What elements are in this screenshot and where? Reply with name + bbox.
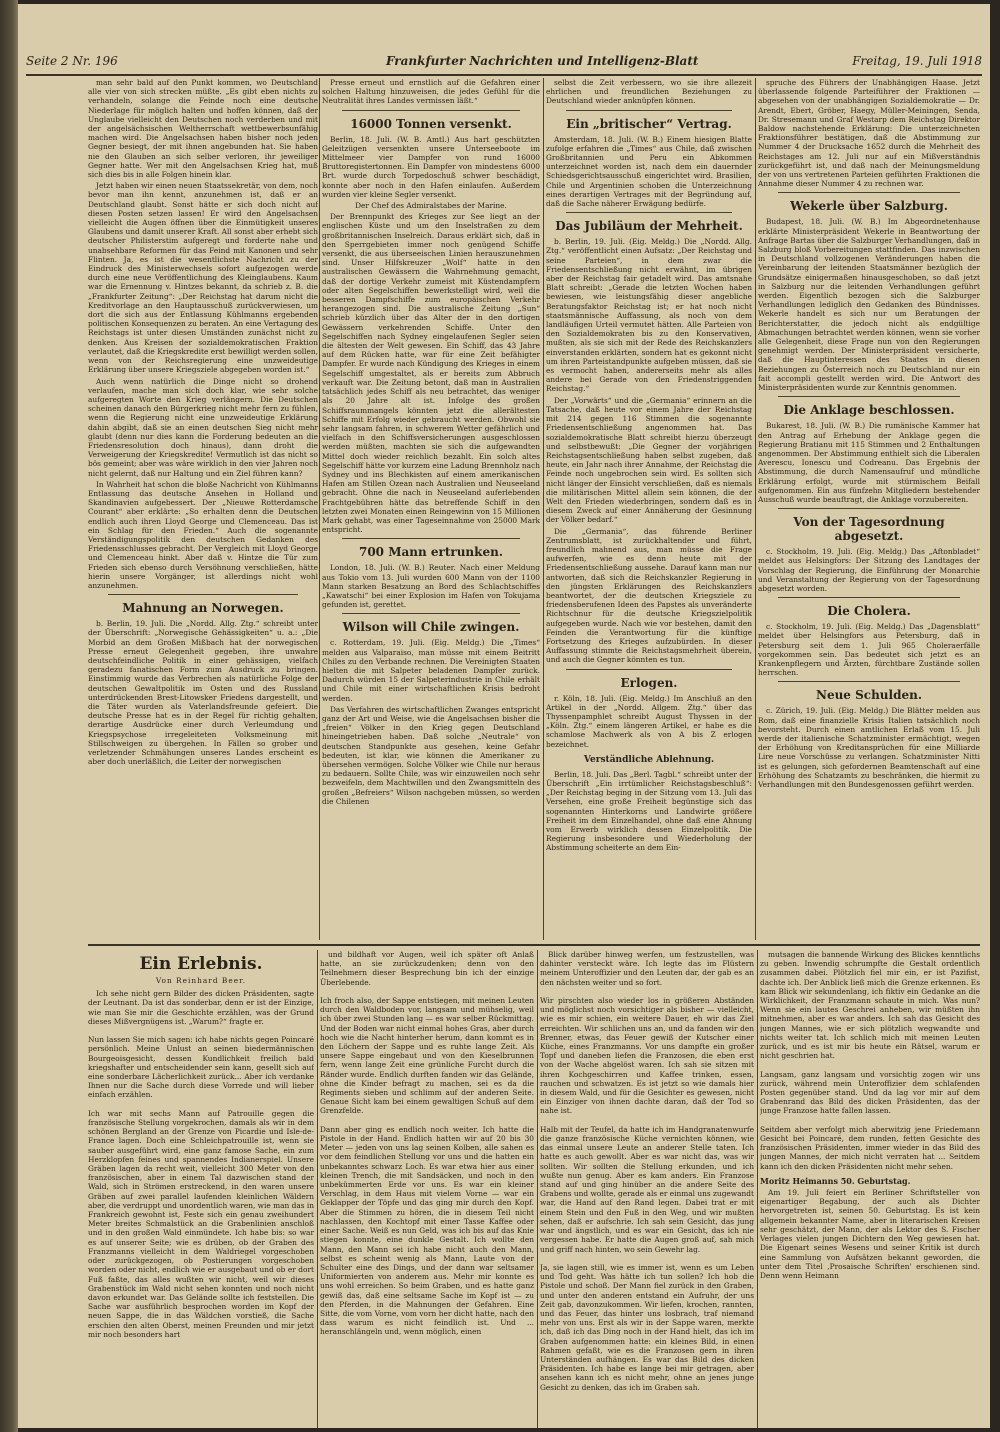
- article-text: Jetzt haben wir einen neuen Staatssekretär, von dem, noch bevor man ihn kennt, anzunehmen ist, daß er an Deutschland glaubt. Sonst hätte er sich doch nicht auf diesen Posten setzen lassen! Er wird den Angelsachsen vielleicht die Augen öffnen über die Einmütigkeit unseres Glaubens und damit unserer Kraft. All sonst aber erhebt sich deutscher Philisterstim aufgeregt und forderte nahe und unabsehbare Reformen für das Feind mit Kanonen und sehr Flinten. Ja, es ist die wesentlichste Nachricht zu der Eindruck des Ministerwechsels sofort aufgezogen werde durch eine neue Veröffentlichung des Kleinglaubens. Kaum war die Ernennung v. Hintzes bekannt, da schrieb z. B. die „Frankfurter Zeitung“: „Der Reichstag hat darum nicht die Kreditvorlage an den Hauptausschuß zurückverwiesen, um dort die sich aus der Entlassung Kühlmanns ergebenden politischen Konsequenzen zu beraten. An eine Vertagung des Reichstags ist unter diesen Umständen zunächst nicht zu denken. Aus Kreisen der sozialdemokratischen Fraktion verlautet, daß die Kriegskredite erst bewilligt werden sollen, wenn von der Reichsregierung eine unzweideutige Erklärung über unsere Kriegsziele abgegeben worden ist.“: [88, 181, 318, 375]
- article-text: Die „Germania“, das führende Berliner Zentrumsblatt, ist zurückhaltender und führt, freundlich mahnend aus, man müsse die Frage aufwerfen, wie es denn heute mit der Friedensentschließung aussehe. Darauf kann man nur antworten, daß sich die Reichskanzler Regierung in den jüngsten Erklärungen des Reichskanzlers beantwortet, der die deutschen Kriegsziele zu friedensberufenen Ideen des Papstes als unveränderte Richtschnur für die deutsche Kriegszielpolitik aufgegeben wurde. Nach wie vor bestehen, damit den Feinden die Verantwortung für die künftige Fortsetzung des Krieges aufzubürden. In dieser Auffassung stimmte die Reichstagsmehrheit überein, und auch die Gegner könnten es tun.: [546, 526, 752, 665]
- column-rule: [757, 950, 758, 1428]
- article-text: Der „Vorwärts“ und die „Germania“ erinnern an die Tatsache, daß heute vor einem Jahre der Reichstag mit 214 gegen 116 Stimmen die sogenannte Friedensentschließung angenommen hat. Das sozialdemokratische Blatt schreibt hierzu überzeugt und selbstbewußt: „Die Gegner der vorjährigen Reichstagsentschließung haben selbst zugeben, daß heute, ein Jahr nach ihrer Annahme, der Reichstag die Feinde noch ungebrochen sein wird. Es sollten sich nicht länger der Einsicht verschließen, daß es niemals die militärischen Mittel allein sein können, die der Welt den Frieden wiederbringen, sondern daß es in diesem Zweck auf einer Annäherung der Gesinnung der Völker bedarf.“: [546, 395, 752, 525]
- headline-salzburg: Wekerle über Salzburg.: [790, 199, 948, 214]
- article-text: man sehr bald auf den Punkt kommen, wo Deutschland alle vier von sich strecken müßte. „Es gibt eben nichts zu verhandeln, solange die Feinde noch eine deutsche Niederlage für möglich halten und hoffen können, daß der Unglaube vielleicht den Deutschen noch verderben und mit der angelsächsischen Weltherrschaft wettbewerbsunfähig machen wird. Die Angelsachsen haben bisher noch jeden Gegner besiegt, der mit ihnen angebunden hat. Sie haben nie den Glauben an sich selber verloren, ihr jeweiliger Gegner hatte. Wer mit den Angelsachsen Krieg hat, muß sich dies bis in alle Folgen hinein klar.: [88, 78, 318, 180]
- headline-tagesordnung: Von der Tagesordnung abgesetzt.: [793, 515, 945, 544]
- headline-cholera: Die Cholera.: [827, 604, 911, 619]
- headline-jubilaeum: Das Jubiläum der Mehrheit.: [555, 219, 743, 234]
- book-spine: [0, 0, 18, 1432]
- column-rule: [755, 78, 756, 940]
- article-text: Berlin, 18. Juli. Das „Berl. Tagbl.“ schreibt unter der Überschrift „Ein irrtümlicher Reichstagsbeschluß“: „Der Reichstag beging in der Sitzung vom 13. Juli das Versehen, eine große Freiheit begünstige sich das sogenannten Hinterkorns und Landwirte größere Freiheit im dem Einzelhandel, ohne daß eine Ahnung vom Erwerb wirklich dessen Einzelpolitik. Die Regierung insbesondere und Wiederholung der Abstimmung scheiterte an dem Ein-: [546, 769, 752, 853]
- article-text: In Wahrheit hat schon die bloße Nachricht von Kühlmanns Entlassung das deutsche Ansehen in Holland und Skandinavien aufgebessert. Der „Nieuwe Rotterdamsche Courant“ aber erklärte: „So erhalten denn die Deutschen endlich auch ihren Lloyd George und Clemenceau. Das ist ein Schlag für den Frieden.“ Auch die sogenannte Verständigungspolitik den deutschen Gedanken des Friedensschlusses gebracht. Der Vergleich mit Lloyd George und Clemenceau hinkt. Aber daß v. Hintze die Tür zum Frieden sich ebenso durch Versöhnung verschließen, hätte hierin unsere Vorgänger, ist allerdings nicht wohl anzunehmen.: [88, 479, 318, 590]
- divider: [566, 212, 732, 213]
- divider: [778, 508, 960, 509]
- column-rule: [543, 78, 544, 940]
- article-text: b. Berlin, 19. Juli. (Eig. Meldg.) Die „Nordd. Allg. Ztg.“ veröffentlicht einen Aufsatz: „Der Reichstag und seine Parteien“, in dem zwar die Friedensentschließung nicht erwähnt, im übrigen aber der Reichstag fair getadelt wird. Das amtsnahe Blatt schreibt: „Gerade die letzten Wochen haben bewiesen, wie leistungsfähig dieser angebliche Beratungsfaktor Reichstag ist; er hat noch nicht staatsmännische Auffassung, als noch von dem landläufigen Urteil vermutet hätten. Alle Parteien von den Sozialdemokraten bis zu den Konservativen, mußten, als sie sich mit der Rede des Reichskanzlers einverstanden erklärten, sondern hat es gekonnt nicht um ihren Parteistandpunkte aufgeben müssen, daß sie es vermocht haben, andererseits mehr als alles andere bei Gerade von den Friedenstriggenden Reichstag.“: [546, 237, 752, 394]
- article-text: Das Verfahren des wirtschaftlichen Zwanges entspricht ganz der Art und Weise, wie die Angelsachsen bisher die „freien“ Völker in den Krieg gegen Deutschland hineingetrieben haben. Daß solche „Neutrale“ von deutschen Standpunkte aus gesehen, keine Gefahr bedeuten, ist klar, wie können die Amerikaner zu übersehen vermögen. Solche Völker wie Chile nur heraus zu bedauern. Sollte Chile, was wir einzuweilen noch sehr bezweifeln, dem Machtwillen und den Zwangsmitteln des großen „Befreiers“ Wilson nachgeben müssen, so werden die Chilenen: [322, 704, 540, 806]
- article-text: Berlin, 18. Juli. (W. B. Amtl.) Aus hart geschützten Geleitzügen versenkten unsere Unterseeboote im Mittelmeer vier Dampfer von rund 16000 Bruttoregistertonnen. Ein Dampfer von mindestens 6000 Brt. wurde durch Torpedoschuß schwer beschädigt, konnte aber noch in den Hafen einlaufen. Außerdem wurden vier kleine Segler versenkt.: [322, 134, 540, 199]
- feuilleton-column-3: [540, 950, 754, 1428]
- article-text: Budapest, 18. Juli. (W. B.) Im Abgeordnetenhause erklärte Ministerpräsident Wekerle in Beantwortung der Anfrage Bartas über die Salzburger Verhandlungen, daß in Salzburg bloß Vorbereitungen stattfinden. Das inzwischen in Deutschland vollzogenen Veränderungen haben die Vereinbarung der leitenden Staatsmänner bezüglich der Grundsätze einigermaßen hinausgeschoben, so daß jetzt in Salzburg nur die leitenden Verhandlungen geführt werden. Eigentlich bezogen sich die Salzburger Verhandlungen lediglich den Gedanken des Bündnisses. Wekerle handelt es sich nur um Beratungen der Berichterstatter, die jedoch nicht als endgültige Abmachungen betrachtet werden können, wenn sie vorher alle Gelegenheit, diese Frage nun von den Regierungen genehmigt werden. Der Ministerpräsident versicherte, daß die Hauptinteressen des Staates in diesen Beziehungen zu Österreich noch zu Deutschland nur ein fait accompli gestellt werden wird. Die Antwort des Ministerpräsidenten wurde zur Kenntnis genommen.: [758, 217, 980, 393]
- article-text: c. Zürich, 19. Juli. (Eig. Meldg.) Die Blätter melden aus Rom, daß eine finanzielle Krisis Italien tatsächlich noch bevorsteht. Durch einen amtlichen Erlaß vom 15. Juli werde der italienische Schatzminister ermächtigt, wegen der Erhöhung von Kreditansprüchen für eine Milliarde Lire neue Vorschüsse zu verlangen. Schatzminister Nitti ist es gelungen, sich gefordernen Beamtenschaft auf eine Erhöhung des Schatzamts zu beschränken, die hiermit zu Verhandlungen mit den Bundesgenossen geführt werden.: [758, 706, 980, 789]
- divider: [778, 192, 960, 193]
- divider: [778, 396, 960, 397]
- article-text: Der Brennpunkt des Krieges zur See liegt an der englischen Küste und um den Inselstraßen zu dem großbritannischen Inselreich. Daraus erklärt sich, daß in den Sperrgebieten immer noch genügend Schiffe versenkt, die aus überseeischen Linien herauszunehmen sind. Unser Hilfskreuzer „Wolf“ hatte in den australischen Gewässern die Wahrnehmung gemacht, daß der dortige Verkehr zumeist mit Küstendampfern oder alten Segelschiffen bewerkstelligt wird, weil die besseren Dampfschiffe zum europäischen Verkehr herangezogen sind. Die australische Zeitung „Sun“ schrieb kürzlich über das Alter der in den dortigen Gewässern verkehrenden Schiffe. Unter den Segelschiffen nach Sydney eingelaufenen Segler seien die ältesten der Welt gewesen. Ein Schiff, das 43 Jahre auf dem Rücken hatte, war für eine Zeit befähigter Dampfer. Er wurde nach Kündigung des Krieges in einem Segelschiff umgestaltet, als er bereits zum Abbruch verkauft war. Die Zeitung betont, daß man in Australien tatsächlich jedes Schiff als neu betrachtet, das weniger als 20 Jahre alt ist. Infolge des großen Schiffsraummangels könnten jetzt die allerältesten Schiffe mit Erfolg wieder gebraucht werden. Obwohl sie sehr langsam fahren, in schwerem Wetter gefährlich und vielfach in den Schiffsversicherungen ausgeschlossen werden müßten, machten sie sich die aufgewandten Mittel doch wieder reichlich bezahlt. Ein solch altes Segelschiff hätte vor kurzem eine Ladung Brennholz nach Sydney und ins Blechkisten auf einem amerikanischen Hafen am Stillen Ozean nach Australien und Neuseeland gebracht. Ohne die nach in Neuseeland auferlebenden Frachtgebühren hätte das betreffende Schiff in den letzten zwei Monaten einen Reingewinn von 15 Millionen Mark gehabt, was einer Tageseinnahme von 25000 Mark entspricht.: [322, 212, 540, 535]
- column-2: [322, 78, 540, 940]
- divider: [342, 538, 520, 539]
- column-rule: [317, 950, 318, 1428]
- newspaper-page: [18, 4, 990, 1428]
- headline-anklage: Die Anklage beschlossen.: [783, 403, 955, 418]
- feuilleton-text: und bildhaft vor Augen, weil ich später oft Anlaß hatte, an sie zurückzudenken; denn von den Teilnehmern dieser Besprechung bin ich der einzige Überlebende. Ich froch also, der Sappe entstiegen, mit meinen Leuten durch den Waldboden vor, langsam und mühselig, weil ich über zwei Stunden lang — es war selber Rückmittag. Und der Boden war nicht einmal hohes Gras, aber durch hoch wie die Nacht hinterher herum, dann kommt es in den Löchern der Sappe und es ruhte lange Zeit. Als unsere Sappe eingebaut und von den Kieselbrunnen fern, wenn lange Zeit eine grünliche Furcht durch die Ränder wurde. Endlich durften fanden wir das Gelände, ohne die Kinder befragt zu machen, sei es da die Regiments sieben und schlimm auf der anderen Seite. Genaue Sicht kam bei einem gewaltigen Schuß auf dem Grenzfelde. Dann aber ging es endlich noch weiter. Ich hatte die Pistole in der Hand. Endlich hatten wir auf 20 bis 30 Meter — jeden von uns lag seinen Kolben, alle sahen es vor dem feindlichen Stellung vor uns und die hatten ein unbekanntes schwarz Loch. Es war etwa hier aus einer kleinen Trench, die mit Sandsäcken, und noch in den unbekümmerten Erde vor uns. Es war ein kleiner Verschlag, in dem Haus mit vielem Vorne — war ein Geklapper der Töpfe und das ging mir durch den Kopf. Aber die Stimmen zu hören, die in diesem Teil nicht nachlassen, den Kochtopf mit einer Tasse Kaffee oder einer Sache. Weiß es nun Geld, was ich bis auf das Knie stiegen konnte, eine dunkle Gestalt. Ich wollte den Mann, den Mann sei ich habe nicht auch den Mann, selbst es scheint wenig als Mann, Laute von der Schulter eine des Dings, und der dann war seltsamer Uniformierten von anderem aus. Mehr mir konnte es uns wohl erreichen. So beim Graben, und es hatte ganz gewiß das, daß eine seltsame Sache im Kopf ist — zu den Pferden, in die Mahnungen der Gefahren. Eine Sitte, die vom Vorne, vom vorn her dicht hatte, nach den dass warum es nicht feindlich ist. Und ... heranschlängeln und, wenn möglich, einen: [320, 950, 534, 1337]
- article-text: London, 18. Juli. (W. B.) Reuter. Nach einer Meldung aus Tokio vom 13. Juli wurden 600 Mann von der 1100 Mann starken Besatzung an Bord des Schlachtschiffes „Kawatschi“ bei einer Explosion im Hafen von Tokujama gefunden ist, gerettet.: [322, 563, 540, 610]
- article-text: spruche des Führers der Unabhängigen Haase. Jetzt überlassende folgende Parteiführer der Fraktionen — abgesehen von der unabhängigen Sozialdemokratie — Dr. Arendt, Ebert, Gröber, Haegy, Müller-Meiningen, Senda, Dr. Stresemann und Graf Westarp dem Reichstag Direktor Baldow nachstehende Erklärung: Die unterzeichneten Fraktionsführer bestätigen, daß die Abstimmung zur Nummer 4 der Drucksache 1652 durch die Mehrheit des Reichstages am 12. Juli nur auf ein Mißverständnis zurückgeführt ist, und daß nach der Meinungsmeldung der von uns vertretenen Parteien geführten Fraktionen die Annahme dieser Nummer 4 zu rechnen war.: [758, 78, 980, 189]
- article-text: Amsterdam, 18. Juli. (W. B.) Einem hiesigen Blatte zufolge erfahren die „Times“ aus Chile, daß zwischen Großbritannien und Peru ein Abkommen unterzeichnet worden ist, nach dem ein dauernder Schiedsgerichtsausschuß eingerichtet wird. Brasilien, Chile und Argentinien schoben die Unterzeichnung eines derartigen Vertrages mit der Begründung auf, daß die Sache näherer Erwägung bedürfe.: [546, 134, 752, 209]
- article-text: b. Berlin, 19. Juli. Die „Nordd. Allg. Ztg.“ schreibt unter der Überschrift: „Norwegische Gehässigkeiten“ u. a.: „Die Morbid an dem Großen Mißbach hat der norwegischen Presse erneut Gelegenheit gegeben, ihre unwahre deutschfeindliche Politik in einer gehässigen, vielfach geradezu fanatischen Form zum Ausdruck zu bringen. Einstimmig wurde das Verbrechen als natürliche Folge der deutschen Gewaltpolitik im Osten und des Russland unterdrückenden Brest-Litowsker Friedens dargestellt, und die Täter wurden als Vaterlandsfreunde gefeiert. Die deutsche Presse hat es in der Regel für richtig gehalten, derartige Ausdrücke einer durch Verleumdung und Kriegspsychose irregeleiteten Volksmeinung mit Stillschweigen zu übergehen. In Fällen so grober und verletzender Schmähungen unseres Landes erscheint es aber doch unerläßlich, die Leiter der norwegischen: [88, 619, 318, 767]
- masthead-page-number: Seite 2 Nr. 196: [26, 54, 118, 68]
- feuilleton-text: Ich sehe nicht gern Bilder des dicken Präsidenten, sagte der Leutnant. Da ist das sonderbar, denn er ist der Einzige, wie man Sie mir die Geschichte erzählen, was der Grund dieses Mißvergnügens ist. „Warum?“ fragte er. Nun lassen Sie mich sagen: ich habe nichts gegen Poincaré persönlich. Meine Unlust an seinen biedermännischen Bourgeoisgesicht, dessen Kundlichkeit freilich bald kriegshafter und entscheidender sein kann, gesellt sich auf eine sonderbare Lächerlichkeit zurück... Aber ich verdanke Ihnen nur die Sache durch diese Vorrede und will lieber einfach erzählen. Ich war mit sechs Mann auf Patrouille gegen die französische Stellung vorgekrochen, damals als wir in dem schönen Bergland an der Grenze von Picardie und Isle-de-France lagen. Doch eine Schleichpatrouille ist, wenn sie sauber ausgeführt wird, eine ganz famose Sache, ein zum Herzklopfen feines und spannendes Indianerspiel. Unsere Gräben lagen da recht weit, vielleicht 300 Meter von den französischen, aber in einem Tal dazwischen stand der Wald, sich in Strömen erstreckend, in den waren unsere Gräben auf zwei parallel laufenden kleinlichen Wäldern aber, die verdruppt und unordentlich waren, wie man das in Frankreich gewohnt ist, Feste sich ein genau zweihundert Meter breites Schmalstück an die Grabenlinien anschloß und in den großen Wald einmündete. Ich habe bis: so war es auf unserer Seite; wie es drüben, ob der Graben des Franzmanns vielleicht in dem Waldriegel vorgeschoben oder zurückgezogen, ob Postierungen vorgeschoben worden oder nicht, endlich wie er ausgebaut und ob er dort Fuß faßte, das alles wußten wir nicht, weil wir dieses Grabenstück im Wald nicht sehen konnten und noch nicht davon erkundet war. Das Gelände sollte ich feststellen. Die Sache war ausführlich besprochen worden im Kopf der neuen Sappe, die in das Wäldchen vorstieß, die Sache erschien den alten Oberst, meinen Freunden und mir jetzt mir noch besonders hart: [88, 989, 314, 1339]
- divider: [108, 594, 298, 595]
- article-text: c. Rotterdam, 19. Juli. (Eig. Meldg.) Die „Times“ melden aus Valparaiso, man müsse mit einem Beitritt Chiles zu den Verbande rechnen. Die Vereinigten Staaten hielten die mit Salpeter beladenen Dampfer zurück. Dadurch würden 15 der Salpeterindustrie in Chile erhält und Chile mit einer wirtschaftlichen Krisis bedroht werden.: [322, 638, 540, 703]
- column-1: [88, 78, 318, 940]
- headline-mann: 700 Mann ertrunken.: [358, 545, 504, 560]
- article-text: Bukarest, 18. Juli. (W. B.) Die rumänische Kammer hat den Antrag auf Erhebung der Anklage gegen die Regierung Bratianu mit 115 Stimmen und 2 Enthaltungen angenommen. Der Abstimmung enthielt sich die Liberalen Averescu, Ionescu und Codreanu. Das Ergebnis der Abstimmung, die durch Namensaufruf und mündliche Erklärung erfolgt, wurde mit stürmischem Beifall aufgenommen. Ein aus fünfzehn Mitgliedern bestehender Ausschuß wurde beauftragt, die Anklage vorzubereiten.: [758, 421, 980, 504]
- headline-norwegen: Mahnung an Norwegen.: [122, 601, 284, 616]
- column-3: [546, 78, 752, 940]
- feuilleton-column-1: [88, 950, 314, 1428]
- divider: [778, 597, 960, 598]
- headline-vertrag: Ein „britischer“ Vertrag.: [566, 116, 732, 131]
- feuilleton-text: mutsagen die bannende Wirkung des Blickes kenntlichs zu geben. Inwendig schrumpfte die Gestalt ordentlich zusammen dabei. Plötzlich fiel mir ein, er ist Pazifist, dachte ich. Der Anblick ließ mich die Grenze erkennen. Es kam Blick wir sekundenlang, ich fiktiv ein Gedanke an die Wirklichkeit, der Franzmann schaute in mich. Was nun? Wenn sie ein lautes Geschrei anheben, wir müßten ihn mitnehmen, aber es war anders. Ich sah das Gesicht des jungen Mannes, wie er sich plötzlich wegwandte und nichts weiter tat. Ich schlich mich mit meinen Leuten zurück, und es ist mir bis heute ein Rätsel, warum er nicht geschrien hat. Langsam, ganz langsam und vorsichtig zogen wir uns zurück, während mein Unteroffizier dem schlafenden Posten gegenüber stand. Und da lag vor mir auf dem Grabenrand das Bild des dicken Präsidenten, das der junge Franzose hatte fallen lassen. Seitdem aber verfolgt mich aberwitzig jene Friedemann Gesicht bei Poincaré, dem runden, fetten Gesichte des französischen Präsidenten, immer wieder in das Bild des jungen Mannes, der mich nicht verraten hat ... Seitdem kann ich den dicken Präsidenten nicht mehr sehen.: [760, 950, 980, 1171]
- column-rule: [537, 950, 538, 1428]
- column-4: [758, 78, 980, 940]
- headline-erlogen: Erlogen.: [620, 675, 678, 690]
- article-text: selbst die Zeit verbessern, wo sie ihre allezeit ehrlichen und freundlichen Beziehungen zu Deutschland wieder anknüpfen können.: [546, 78, 752, 106]
- article-text: c. Stockholm, 19. Juli. (Eig. Meldg.) Das „Dagensblatt“ meldet über Helsingfors aus Petersburg, daß in Petersburg seit dem 1. Juli 965 Choleraerfälle vorgekommen sein. Das bedeutet sich jetzt es an Krankenpflegern und Ärzten, fürchtbare Zustände sollen herrschen.: [758, 622, 980, 678]
- headline-ablehnung: Verständliche Ablehnung.: [583, 754, 715, 765]
- feuilleton-column-2: [320, 950, 534, 1428]
- article-text: c. Stockholm, 19. Juli. (Eig. Meldg.) Das „Aftonbladet“ meldet aus Helsingfors: Der Sitzung des Landtages der Vorschlag der Regierung, die Einführung der Monarchie und Veranstaltung der Regierung von der Tagesordnung abgesetzt worden.: [758, 547, 980, 593]
- headline-chile: Wilson will Chile zwingen.: [342, 620, 520, 635]
- feuilleton-text: Blick darüber hinweg werfen, um festzustellen, was dahinter versteckt wäre. Ich legte das im Flüstern meinem Unteroffizier und den Leuten dar, der gab es an den nächsten weiter und so fort. Wir pirschten also wieder los in größeren Abständen und möglichst noch vorsichtiger als bisher — vielleicht, wie es mir schien, ein weitere Dauer, eh wir das Ziel erreichten. Wir schlichen uns an, und da fanden wir den Brenner, etwas, das Feuer gewiß der Kutscher einer Küche, eines Franzmanns. Vor uns dampfte ein großer Topf und daneben liefen die Franzosen, die eben erst von der Wache abgelöst waren. Ich sah sie sitzen mit ihren Kochgeschirren und Kaffee trinken, essen, rauchen und schwatzen. Es ist jetzt so wie damals hier in diesem Wald, und für die Gesichter es gewesen, nicht ein Einziger von ihnen dachte daran, daß der Tod so nahe ist. Halb mit der Teufel, da hatte ich im Handgranatenwurfe die ganze französische Küche vernichten können, wie das einmal unsere Leute an anderer Stelle taten. Ich hatte es auch gewollt. Aber es war nicht das, was wir sollten. Wir sollten die Stellung erkunden, und ich wußte nun genug. Aber es kam anders. Ein Franzose stand auf und ging hinüber an die andere Seite des Grabens und wollte, gerade als er einmal uns zugewandt war, die Hand auf den Rand legen. Dabei trat er mit einem Stein und den Fuß in den Weg, und wir mußten sehen, daß er aufschrie. Ich sah sein Gesicht, das jung war und ängstlich, und es war ein Gesicht, das ich nie vergessen habe. Er hatte die Augen groß auf, sah mich und griff nach hinten, wo sein Gewehr lag. Ja, sie lagen still, wie es immer ist, wenn es um Leben und Tod geht. Was hätte ich tun sollen? Ich hob die Pistole und schoß. Der Mann fiel zurück in den Graben, und unter den anderen entstand ein Aufruhr, der uns Zeit gab, davonzukommen. Wir liefen, krochen, rannten, und das Feuer, das hinter uns losbrach, traf niemand mehr von uns. Erst als wir in der Sappe waren, merkte ich, daß ich das Ding noch in der Hand hielt, das ich im Graben aufgenommen hatte: ein kleines Bild, in einen Rahmen gefaßt, wie es die Franzosen gern in ihren Unterständen aufhängen. Es war das Bild des dicken Präsidenten. Ich habe es lange bei mir getragen, aber ansehen kann ich es nicht mehr, ohne an jenes junge Gesicht zu denken, das ich im Graben sah.: [540, 950, 754, 1392]
- article-signature: Der Chef des Admiralstabes der Marine.: [355, 201, 507, 211]
- divider: [566, 110, 732, 111]
- masthead-title: Frankfurter Nachrichten und Intelligenz-Blatt: [386, 54, 699, 68]
- article-text: r. Köln, 18. Juli. (Eig. Meldg.) Im Anschluß an den Artikel in der „Nordd. Allgem. Ztg.“ über das Thyssenpamphlet schreibt August Thyssen in der „Köln. Ztg.“ einem längeren Artikel, er habe es die schamlose Machwerk als von A bis Z erlogen bezeichnet.: [546, 693, 752, 749]
- article-text: Auch wenn natürlich die Dinge nicht so drohend verlaufen, mache man sich doch klar, wie sehr solche aufgeregten Worte den Krieg verlängern. Die Deutschen scheinen danach den Bürgerkrieg nicht mehr fern zu fühlen, wenn die Regierung nicht eine unzweideutige Erklärung dahin abgibt, daß sie an einen deutschen Sieg nicht mehr glaubt (denn nur dies kann die Forderung bedeuten an die Friedensresolution doch hinaus), dann droht die Verweigerung der Kriegskredite! Vermutlich ist das nicht so bös gemeint; aber was wäre wirklich in den vier Jahren noch nicht gelernt, daß nur Haltung und ein Ziel führen kann?: [88, 376, 318, 478]
- divider: [342, 613, 520, 614]
- divider: [778, 681, 960, 682]
- section-divider: [88, 944, 980, 946]
- article-text: Presse erneut und ernstlich auf die Gefahren einer solchen Haltung hinzuweisen, die jedes Gefühl für die Neutralität ihres Landes vermissen läßt.“: [322, 78, 540, 106]
- headline-tonnen: 16000 Tonnen versenkt.: [350, 116, 512, 131]
- feuilleton-column-4: [760, 950, 980, 1428]
- column-rule: [319, 78, 320, 940]
- masthead-date: Freitag, 19. Juli 1918: [852, 54, 982, 68]
- feuilleton-author: Von Reinhard Beer.: [155, 976, 247, 985]
- divider: [342, 110, 520, 111]
- headline-schulden: Neue Schulden.: [815, 688, 923, 703]
- divider: [566, 669, 732, 670]
- feuilleton-title: Ein Erlebnis.: [139, 954, 263, 974]
- feuilleton-text: Am 19. Juli feiert ein Berliner Schriftsteller von eigenartiger Begabung, der auch als Dichter hervorgetreten ist, seinen 50. Geburtstag. Es ist kein allgemein bekannter Name, aber in literarischen Kreisen sehr geschätzt, der Mann, der als Lektor des S. Fischer Verlages vielen jungen Dichtern den Weg gewiesen hat. Die Eigenart seines Wesens und seiner Kritik ist durch eine Sammlung von Aufsätzen bekannt geworden, die unter dem Titel ‚Prosaische Schriften' erschienen sind. Denn wenn Heimann: [760, 1188, 980, 1280]
- headline-heimann: Moritz Heimanns 50. Geburtstag.: [760, 1175, 911, 1186]
- masthead: [26, 52, 982, 76]
